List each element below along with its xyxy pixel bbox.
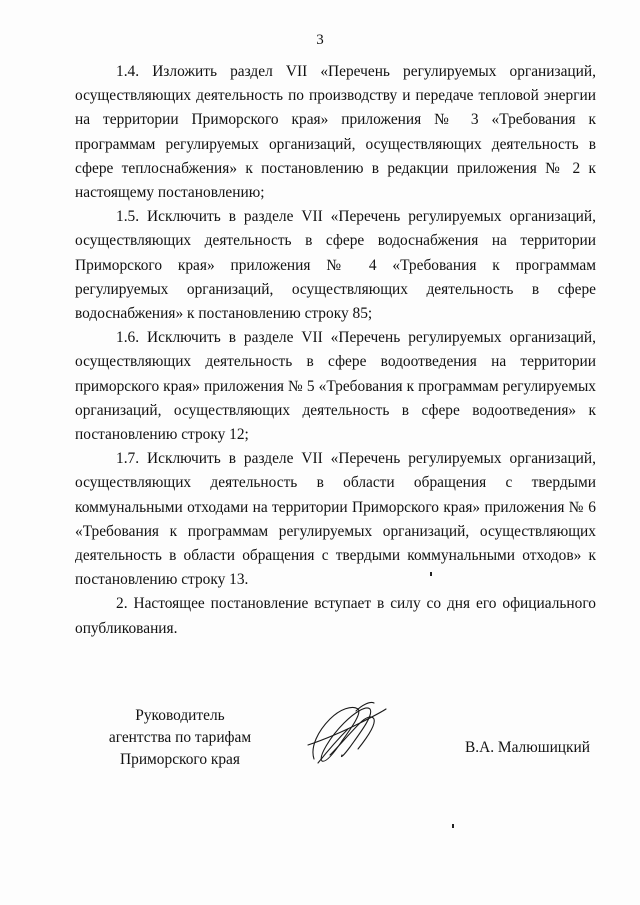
signer-position-line: Приморского края (120, 751, 240, 768)
page-number: 3 (316, 32, 324, 48)
paragraph-1-5: 1.5. Исключить в разделе VII «Перечень регулируемых организаций, осуществляющих деятельность в сфере водоснабжения на территории Приморского края» приложения № 4 «Требования к программам регулируемых организаций, осуществляющих деятельность в сфере водоснабжения» к постановлению строку 85; (75, 208, 596, 323)
paragraph-1-7: 1.7. Исключить в разделе VII «Перечень регулируемых организаций, осуществляющих деятельность в области обращения с твердыми коммунальными отходами на территории Приморского края» приложения № 6 «Требования к программам регулируемых организаций, осуществляющих деятельность в области обращения с твердыми коммунальными отходов» к постановлению строку 13. (75, 450, 596, 589)
signature-block (75, 705, 596, 785)
scan-artifact (430, 572, 432, 576)
scan-artifact (452, 824, 454, 828)
handwritten-signature (300, 697, 390, 772)
signer-position-line: Руководитель (135, 707, 225, 724)
paragraph-1-4: 1.4. Изложить раздел VII «Перечень регулируемых организаций, осуществляющих деятельность по производству и передаче тепловой энергии на территории Приморского края» приложения № 3 «Требования к программам регулируемых организаций, осуществляющих деятельность в сфере теплоснабжения» к постановлению в редакции приложения № 2 к настоящему постановлению; (75, 63, 596, 202)
paragraph-1-6: 1.6. Исключить в разделе VII «Перечень регулируемых организаций, осуществляющих деятельность в сфере водоотведения на территории приморского края» приложения № 5 «Требования к программам регулируемых организаций, осуществляющих деятельность в сфере водоотведения» к постановлению строку 12; (75, 329, 596, 444)
signer-name: В.А. Малюшицкий (464, 739, 590, 756)
document-body (75, 60, 596, 641)
signer-position-line: агентства по тарифам (108, 729, 252, 746)
signer-position (85, 705, 275, 771)
paragraph-2: 2. Настоящее постановление вступает в силу со дня его официального опубликования. (75, 595, 596, 637)
